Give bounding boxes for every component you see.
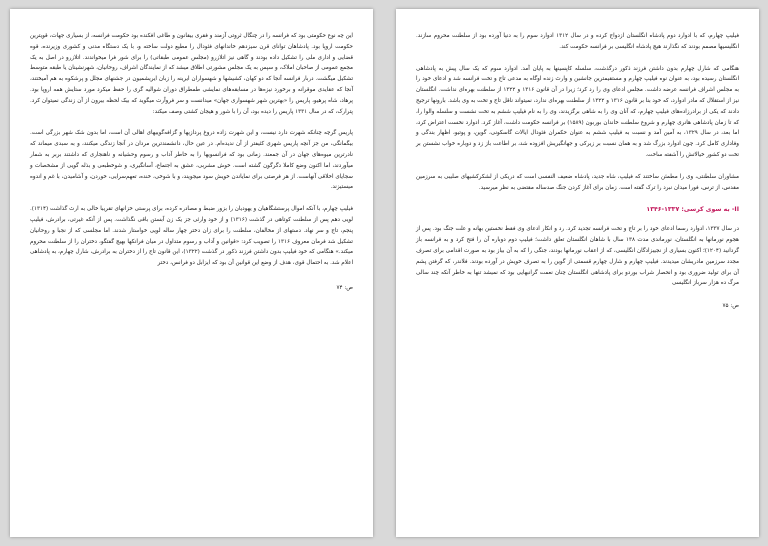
right-page-number: ص: ۷۵ xyxy=(722,303,739,310)
right-paragraph-1: فیلیپ چهارم، که با ادوارد دوم پادشاه انگلستان ازدواج کرده و در سال ۱۳۱۲ ادوارد سوم را به دنیا آورده بود از سلطنت محروم سازند. انگلیسیها مصمم بودند که نگذارند هیچ پادشاه انگلیسی بر فرانسه حکومت کند. xyxy=(416,33,739,50)
right-paragraph-2: هنگامی که شارل چهارم بدون داشتن فرزند ذکور درگذشت، سلسله کاپسینها به پایان آمد. ادوارد سوم که یک سال پیش به پادشاهی انگلستان رسیده بود، به عنوان نوه فیلیپ چهارم و مستقیمترین جانشین و وارث زنده اوگاه به مدعی تاج و تخت فرانسه شد و ادعای خود را به مجلس اشراف فرانسه عرضه داشت. مجلس ادعای وی را رد کرد؛ زیرا در آن قانون ۱۳۱۶ و ۱۳۲۲ از سلطنت بهره‌ای نداشت. انگلستان نیز از استقلال که مادر ادوارد، که خود بنا بر قانون ۱۳۱۶ و ۱۳۲۲ از سلطنت بهره‌ای ندارد، نمیتواند ناقل تاج و تخت به وی باشد. بارونها ترجیح دادند که یکی از برادرزاده‌های فیلیپ چهارم، که آنان وی را به شاهی برگزیدند، وی را به نام فیلیپ ششم به تخت نشست و سلسله والوا را، که تا زمان پادشاهی هانری چهارم و شروع سلطنت خاندان بوربون (۱۵۸۹) بر فرانسه حکومت داشت، آغاز کرد. ادوارد نخست اعتراض کرد، اما بعد، در سال ۱۳۲۹، به آمین آمد و نسبت به فیلیپ ششم به عنوان حکمران فئودال ایالات گاسکونی، گوین، و پوتیو، اظهار بندگی و وفاداری کامل کرد. چون ادوارد بزرگ شد و به همان نسبت بر زیرکی و جهانگیریش افزوده شد، بر اطاعت باز زد و دوباره خواب نشستن بر تخت دو کشور خیالاتش را آشفته ساخت. xyxy=(416,65,740,158)
right-page xyxy=(396,9,759,537)
left-page-number: ص: ۷۴ xyxy=(336,284,353,291)
right-page-text xyxy=(416,31,739,323)
left-paragraph-3: فیلیپ چهارم، با آنکه اموال پرستشگاهیان و یهودیان را بزور ضبط و مصادره کرده، برای پرستی خزانهای تقریبا خالی به ارث گذاشت (۱۳۱۴). لویی دهم پس از سلطنت کوتاهی در گذشت (۱۳۱۶) و از خود وارثی جز یک زن آبستن باقی نگذاشت. پس از آنکه غیرتی، برادرش، فیلیپ پنجم، تاج و سر نهاد. دستهای از مخالفان، سلطنت را برای زان دختر چهار ساله لویی خواستار شدند. اما مجلسی که از نجبا و روحانیان تشکیل شد فرمان معروف ۱۳۱۶ را تصویب کرد: «قوانین و آداب و رسوم متداول در میان فرانکها بهیچ گفتگو، دختران را از سلطنت محروم میکند.» هنگامی که خود فیلیپ بدون داشتن فرزند ذکور در گذشت (۱۳۲۲)، این قانون تاج را از دختران به برادرش، شارل چهارم، به پادشاهی اعلام شد. به احتمال قوی، هدف از وضع این قوانین آن بود که ایزابل دو فرانس، دختر xyxy=(30,206,353,267)
right-paragraph-3: مشاوران سلطنتی، وی را مطمئن ساختند که فیلیپ، شاه جدید، پادشاه ضعیف النفسی است که دریکی از لشکرکشیهای صلیبی به سرزمین مقدس، از ترس، فورا میدان نبرد را ترک گفته است. زمان برای آغاز کردن جنگ صدساله مقتضی به نظر میرسید. xyxy=(416,173,739,191)
left-paragraph-2: پاریس گرچه چنانکه شهرت دارد نیست، و این شهرت زاده دروغ پردازیها و گزافه‌گوییهای اهالی آن است، اما بدون شک شهر بزرگی است. بیگمانگی، من جز آنچه پاریس شهری کثیفتر از آن ندیده‌ام. در عین حال، دانشمندترین مردان در آنجا زندگی میکنند، و به سبدی میماند که نادرترین میوه‌های جهان در آن جمعند. زمانی بود که فرانسویها را به خاطر آداب و رسوم وحشیانه و ناهنجاری که داشتند بربر به شمار میآوردند، اما اکنون وضع کاملا دگرگون گشته است. خوش مشربی، عشق به اجتماع، آسانگیری، و شوخطبعی و بذله گویی از مشخصات و سجایای اخلاقی آنهاست. از هر فرصتی برای نمایاندن خویش سود میجویند، و با شوخی، خنده، تعهم‌سرایی، خوردن، و آشامیدن، با غم و اندوه میستیزند. xyxy=(30,130,353,191)
left-page-text xyxy=(30,31,353,305)
left-paragraph-1: این چه نوع حکومتی بود که فرانسه را در چنگال ثروتی آزمند و فقری بیقانون و طاغی افکنده بود حکومت فرانسه، از بسیاری جهات، قویترین حکومت اروپا بود. پادشاهان توانای قرن سیزدهم خاندانهای فئودال را مطیع دولت ساخته و، با یک دستگاه مدنی و کشوری وزیرنده، قوه قضایی و اداری ملی را تشکیل داده بودند و گاهی نیز اتلازرو (مجلس عمومی طبقاتی) را برای شور فرا میخواندند. اتلازرو در اصل به یک مجمع عمومی از صاحبان املاک، و سپس به یک مجلس مشورتی اطلاق میشد که از نمایندگان اشراف، روحانیان، شهرنشینان یا طبقه متوسط تشکیل میگشت. دربار فرانسه آنجا که دو کهان، کشیشها و شهسواران ایرینه را زبان ایریشمیون در جشنهای مجلل و پرشکوه به هم آمیختند، آنجا که عقایدی موقرانه و برخورد نیزه‌ها در مسابقه‌های نمایشی طمطراق دوران شوالیه گری را حفظ میکرد مورد ستایش همه اروپا بود. پرهاد، شاه پرهیو، پاریس را «بهترین شهر شهسواری جهان» میدانست و سر فروآرت میگوید که بیک لحظه بیرون از آن زندگی نمیتوان کرد. پترارک، که در سال ۱۳۳۱ پاریس را دیده بود، آن را با شور و هیجان کشتی وصف میکند: xyxy=(30,33,353,115)
left-page xyxy=(10,9,373,537)
right-paragraph-4: در سال ۱۳۳۷، ادوارد رسما ادعای خود را بر تاج و تخت فرانسه تجدید کرد. رد و انکار ادعای وی فقط نخستین بهانه و علت جنگ بود. پس از هجوم نورمانها به انگلستان، نورماندی مدت ۱۳۸ سال با شاهان انگلستان تعلق داشت؛ فیلیپ دوم دوباره آن را فتح کرد و به فرانسه باز گردانید (۱۲۰۴)؛ اکنون بسیاری از نجیبزادگان انگلیسی، که از اعقاب نورمانها بودند، جنگی را که به آن بیاز بود به صورت اقدامی برای تصرف مجدد سرزمین مادریشان میدیدند. فیلیپ چهارم و شارل چهارم قسمتی از گوین را به تصرف خویش در آورده بودند. فلاندر، که گرفتن پشم آن برای تولید ضروری بود و انحصار شراب بوردو برای پادشاهی انگلستان چنان نعمت گرانبهایی بود که نمیشد تنها به خاطر آنکه چند سالی مرگ ده هزار سرباز انگلیسی xyxy=(416,226,740,287)
section-heading: II- به سوی کرسی: ۱۳۳۷-۱۳۴۶ xyxy=(646,206,739,214)
